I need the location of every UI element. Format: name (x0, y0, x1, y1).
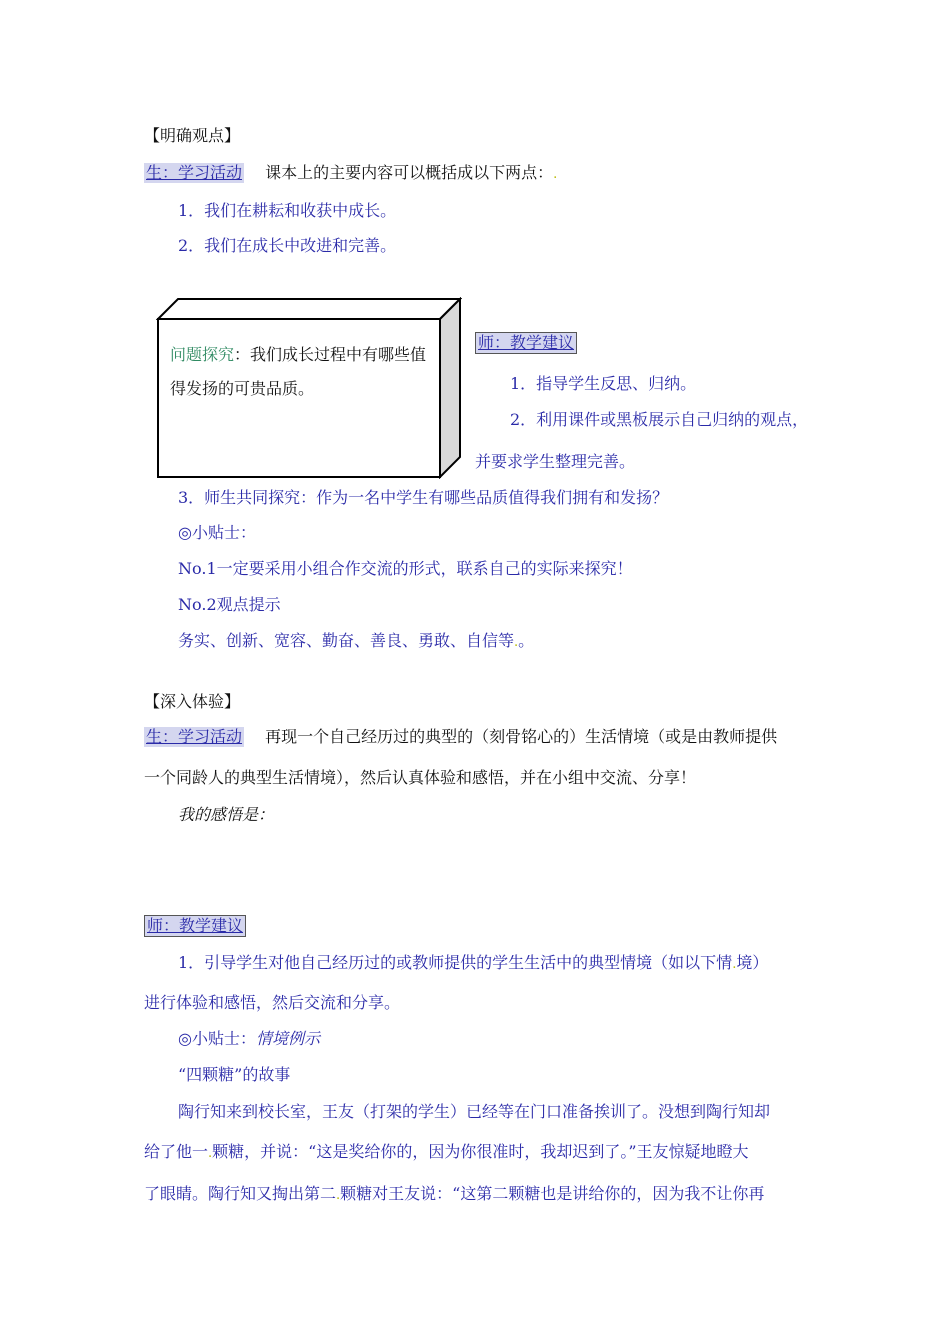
intro-mark: . (553, 167, 558, 182)
story-line-2a: 给了他一 (144, 1142, 209, 1161)
teacher-suggestion-tag-2: 师：教学建议 (144, 915, 246, 937)
qualities-tail: 。 (518, 631, 535, 650)
story-line-3a: 了眼睛。陶行知又掏出第二 (144, 1184, 337, 1203)
student-activity-tag-2: 生：学习活动 (146, 727, 243, 746)
experience-line-1: 再现一个自己经历过的典型的（刻骨铭心的）生活情境（或是由教师提供 (265, 727, 778, 746)
teacher2-line-1 (178, 953, 768, 975)
point-3: 3．师生共同探究：作为一名中学生有哪些品质值得我们拥有和发扬？ (178, 488, 669, 507)
qualities-end: 等 (498, 631, 515, 650)
teacher-item-2-cont: 并要求学生整理完善。 (475, 452, 636, 471)
qualities-text: 务实、创新、宽容、勤奋、善良、勇敢、自信 (178, 631, 499, 650)
experience-line-2: 一个同龄人的典型生活情境），然后认真体验和感悟，并在小组中交流、分享！ (144, 768, 697, 787)
point-1: 1．我们在耕耘和收获中成长。 (178, 201, 397, 220)
story-line-2-mark: . (208, 1146, 213, 1161)
student-activity-row (144, 163, 557, 185)
my-feeling-label: 我的感悟是： (178, 805, 275, 824)
tips-label-1: ◎小贴士： (178, 523, 256, 542)
section-heading-viewpoint: 【明确观点】 (144, 126, 241, 145)
teacher-item-1: 1．指导学生反思、归纳。 (510, 374, 697, 393)
box-body: ：我们成长过程中有哪些值得发扬的可贵品质。 (170, 345, 427, 398)
tips-label-2-text: ◎小贴士： (178, 1029, 256, 1048)
qualities-list (178, 631, 534, 653)
box-title: 问题探究 (170, 345, 235, 364)
teacher-suggestion-tag: 师：教学建议 (475, 332, 577, 354)
intro-text: 课本上的主要内容可以概括成以下两点： (265, 163, 554, 182)
box-side-face (440, 299, 460, 477)
teacher2-line-1-mark: . (732, 957, 737, 972)
tips-italic: 情境例示 (255, 1029, 320, 1048)
section-heading-experience: 【深入体验】 (144, 692, 241, 711)
story-title: “四颗糖”的故事 (178, 1065, 291, 1084)
tip-no2: No.2观点提示 (178, 595, 281, 614)
student-activity-tag: 生：学习活动 (146, 163, 243, 182)
point-2: 2．我们在成长中改进和完善。 (178, 236, 397, 255)
teacher-item-2: 2．利用课件或黑板展示自己归纳的观点， (510, 410, 809, 429)
tips-label-2 (178, 1029, 320, 1049)
teacher2-line-2: 进行体验和感悟，然后交流和分享。 (144, 993, 401, 1012)
teacher2-line-1a: 1．引导学生对他自己经历过的或教师提供的学生生活中的典型情境（如以下情 (178, 953, 733, 972)
story-line-2b: 颗糖，并说：“这是奖给你的，因为你很准时，我却迟到了。”王友惊疑地瞪大 (212, 1142, 749, 1161)
story-line-2 (144, 1142, 749, 1164)
qualities-mark: . (514, 635, 519, 650)
teacher-tag-2-row (144, 915, 246, 937)
student-activity-row-2 (144, 727, 777, 747)
story-line-1: 陶行知来到校长室，王友（打架的学生）已经等在门口准备挨训了。没想到陶行知却 (178, 1102, 771, 1121)
story-line-3b: 颗糖对王友说：“这第二颗糖也是讲给你的，因为我不让你再 (340, 1184, 765, 1203)
story-line-3-mark: . (336, 1188, 341, 1203)
story-line-3 (144, 1184, 764, 1206)
box-text (170, 338, 435, 406)
teacher2-line-1b: 境） (736, 953, 769, 972)
teacher-tag-1-row (475, 332, 577, 354)
tip-no1: No.1一定要采用小组合作交流的形式，联系自己的实际来探究！ (178, 559, 633, 578)
box-top-face (158, 299, 460, 319)
